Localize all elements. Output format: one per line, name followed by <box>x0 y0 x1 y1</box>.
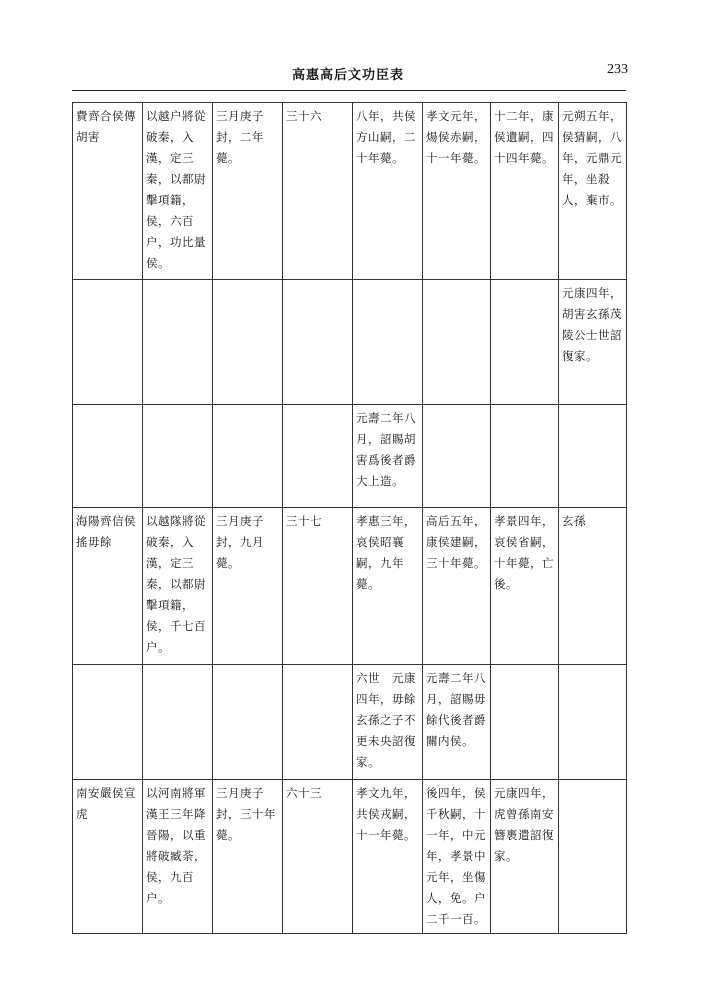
cell-text: 八年，共侯方山嗣，二十年薨。 <box>356 109 416 165</box>
table-cell <box>213 280 283 405</box>
table-cell <box>283 103 353 280</box>
header-rule <box>72 90 626 91</box>
cell-text: 元壽二年八月，詔賜胡害爲後者爵大上造。 <box>356 411 416 488</box>
table-cell <box>423 508 491 665</box>
table-cell <box>143 103 213 280</box>
table-cell <box>283 780 353 934</box>
table-row <box>73 665 627 780</box>
page-header <box>72 62 628 86</box>
table-cell <box>283 508 353 665</box>
cell-text: 元朔五年，侯猜嗣，八年，元鼎元年，坐殺人，棄市。 <box>562 109 622 207</box>
cell-text: 孝文元年，煬侯赤嗣，十一年薨。 <box>426 109 486 165</box>
cell-text: 三十七 <box>286 514 322 528</box>
table-cell <box>491 103 559 280</box>
table-cell <box>559 508 627 665</box>
cell-text: 三十六 <box>286 109 322 123</box>
table-cell <box>143 780 213 934</box>
table-cell <box>143 508 213 665</box>
table-cell <box>423 780 491 934</box>
table-cell <box>491 405 559 508</box>
table-cell <box>423 665 491 780</box>
table-row <box>73 405 627 508</box>
table-cell <box>423 280 491 405</box>
table-cell <box>491 280 559 405</box>
cell-text: 三月庚子封，九月薨。 <box>216 514 264 570</box>
table-cell <box>73 405 143 508</box>
table-cell <box>213 508 283 665</box>
table-row <box>73 103 627 280</box>
table-cell <box>353 405 423 508</box>
table-cell <box>143 665 213 780</box>
cell-text: 以河南將軍漢王三年降晉陽，以重將破臧荼，侯，九百户。 <box>146 786 206 905</box>
table-cell <box>353 508 423 665</box>
table-cell <box>213 103 283 280</box>
cell-text: 孝惠三年，哀侯昭襄嗣，九年薨。 <box>356 514 416 591</box>
table-row <box>73 508 627 665</box>
table-cell <box>213 780 283 934</box>
table-cell <box>423 405 491 508</box>
table-row <box>73 780 627 934</box>
table-cell <box>283 280 353 405</box>
cell-text: 孝文九年，共侯戎嗣，十一年薨。 <box>356 786 416 842</box>
cell-text: 南安嚴侯宣虎 <box>76 786 136 821</box>
table-cell <box>73 780 143 934</box>
table-cell <box>283 665 353 780</box>
cell-text: 六十三 <box>286 786 322 800</box>
table-cell <box>559 280 627 405</box>
table-cell <box>559 780 627 934</box>
table-cell <box>73 280 143 405</box>
cell-text: 玄孫 <box>562 514 586 528</box>
table-cell <box>213 405 283 508</box>
table-cell <box>559 103 627 280</box>
cell-text: 後四年，侯千秋嗣，十一年，中元年，孝景中元年，坐傷人，免。户二千一百。 <box>426 786 486 926</box>
table-cell <box>73 665 143 780</box>
table-cell <box>559 665 627 780</box>
table-cell <box>353 280 423 405</box>
table-cell <box>491 508 559 665</box>
table-cell <box>559 405 627 508</box>
cell-text: 元壽二年八月，詔賜毋餘代後者爵關内侯。 <box>426 671 486 748</box>
cell-text: 高后五年，康侯建嗣，三十年薨。 <box>426 514 486 570</box>
table-cell <box>353 665 423 780</box>
cell-text: 元康四年，胡害玄孫茂陵公士世詔復家。 <box>562 286 622 363</box>
table-cell <box>353 103 423 280</box>
cell-text: 三月庚子封，二年薨。 <box>216 109 264 165</box>
cell-text: 十二年，康侯遺嗣，四十四年薨。 <box>494 109 554 165</box>
table-cell <box>491 780 559 934</box>
table-cell <box>491 665 559 780</box>
cell-text: 以越户將從破秦，入漢，定三秦，以都尉擊項籍，侯，六百户，功比量侯。 <box>146 109 206 270</box>
table-cell <box>353 780 423 934</box>
page-title: 高惠高后文功臣表 <box>291 68 404 83</box>
cell-text: 費齊合侯傳胡害 <box>76 109 136 144</box>
cell-text: 孝景四年，哀侯省嗣，十年薨，亡後。 <box>494 514 554 591</box>
table-cell <box>283 405 353 508</box>
cell-text: 海陽齊信侯搖毋餘 <box>76 514 136 549</box>
table-cell <box>73 508 143 665</box>
table-cell <box>423 103 491 280</box>
table-cell <box>213 665 283 780</box>
page-number: 233 <box>607 62 628 77</box>
table-cell <box>143 280 213 405</box>
cell-text: 三月庚子封，三十年薨。 <box>216 786 276 842</box>
cell-text: 六世 元康四年，毋餘玄孫之子不更未央詔復家。 <box>356 671 416 769</box>
table-cell <box>143 405 213 508</box>
cell-text: 元康四年，虎曾孫南安簪褭遣詔復家。 <box>494 786 554 863</box>
cell-text: 以越隊將從破秦，入漢，定三秦，以都尉擊項籍，侯，千七百户。 <box>146 514 206 654</box>
marquis-register-table <box>72 102 627 934</box>
table-row <box>73 280 627 405</box>
table-cell <box>73 103 143 280</box>
